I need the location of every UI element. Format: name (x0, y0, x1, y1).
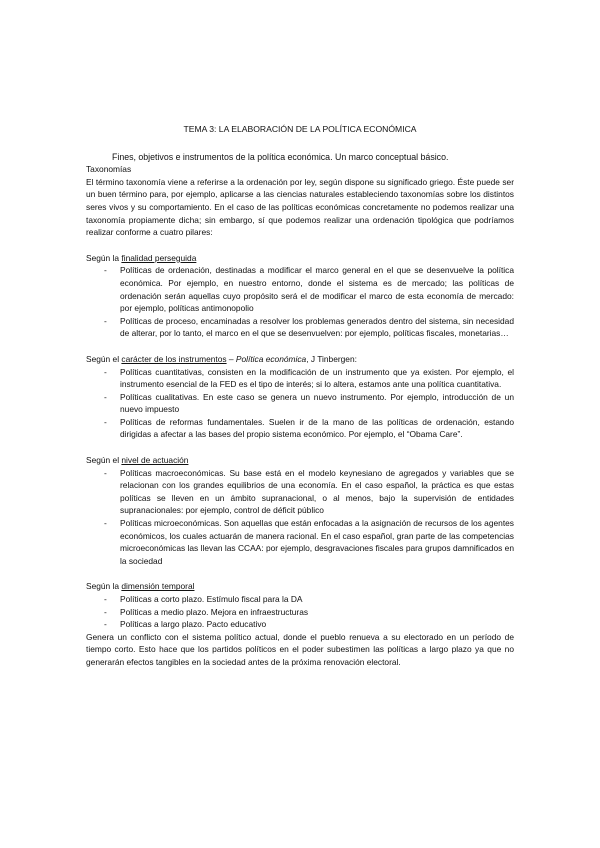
bullet-list (86, 593, 514, 631)
section-heading-prefix: Según el (86, 455, 122, 466)
taxonomias-heading: Taxonomías (86, 164, 132, 175)
section-heading-suffix2: , J Tinbergen: (306, 353, 357, 364)
bullet-list (86, 467, 514, 568)
section-heading (86, 252, 514, 265)
section-finalidad (86, 252, 514, 340)
section-heading-underlined: carácter de los instrumentos (121, 353, 227, 364)
list-item: - Políticas cualitativas. En este caso se genera un nuevo instrumento. Por ejemplo, introducción de un nuevo impuesto (86, 391, 514, 416)
document-title: TEMA 3: LA ELABORACIÓN DE LA POLÍTICA ECONÓMICA (183, 124, 417, 134)
section-heading-prefix: Según la (86, 581, 122, 592)
list-item: - Políticas cuantitativas, consisten en la modificación de un instrumento que ya existen. Por ejemplo, el instrumento esencial de la FED es el tipo de interés; si lo altera, estamos ante una política cuantitativa. (86, 366, 514, 391)
section-heading (86, 580, 514, 593)
taxonomias-paragraph: El término taxonomía viene a referirse a la ordenación por ley, según dispone su significado griego. Éste puede ser un buen término para, por ejemplo, aplicarse a las ciencias naturales estableciendo taxonomías sobre los distintos seres vivos y su comportamiento. En el caso de las políticas económicas concretamente no podemos realizar una taxonomía propiamente dicha; sin embargo, sí que podemos realizar una ordenación tipológica que podríamos realizar conforme a cuatro pilares: (86, 176, 514, 238)
section-heading-underlined: finalidad perseguida (121, 252, 197, 263)
document-subtitle: Fines, objetivos e instrumentos de la política económica. Un marco conceptual básico. (112, 151, 449, 162)
list-item: - Políticas de reformas fundamentales. Suelen ir de la mano de las políticas de ordenación, estando dirigidas a afectar a las bases del propio sistema económico. Por ejemplo, el “Obama Care”. (86, 416, 514, 441)
section-heading-prefix: Según la (86, 252, 122, 263)
section-nivel-actuacion (86, 454, 514, 567)
list-item: - Políticas a corto plazo. Estímulo fiscal para la DA (86, 593, 514, 606)
list-item: - Políticas macroeconómicas. Su base está en el modelo keynesiano de agregados y variables que se relacionan con los grandes equilibrios de una economía. En el caso español, la práctica es que estas políticas se lleven en un ámbito supranacional, o al menos, bajo la supervisión de entidades supranacionales: por ejemplo, control de déficit público (86, 467, 514, 517)
bullet-list (86, 366, 514, 442)
section-heading-prefix: Según el (86, 353, 122, 364)
list-item: - Políticas de proceso, encaminadas a resolver los problemas generados dentro del sistema, sin necesidad de alterar, por lo tanto, el marco en el que se desenvuelven: por ejemplo, políticas fiscales, monetarias… (86, 315, 514, 340)
list-item: - Políticas microeconómicas. Son aquellas que están enfocadas a la asignación de recursos de los agentes económicos, los cuales actuarán de manera racional. En el caso español, gran parte de las competencias microeconómicas las llevan las CCAA: por ejemplo, desgravaciones fiscales para grupos damnificados en la sociedad (86, 517, 514, 567)
section-heading-underlined: dimensión temporal (121, 581, 195, 592)
list-item: - Políticas de ordenación, destinadas a modificar el marco general en el que se desenvuelve la política económica. Por ejemplo, en nuestro entorno, donde el sistema es de mercado; las políticas de ordenación serán aquellas cuyo propósito será el de modificar el marco de esta economía de mercado: por ejemplo, políticas antimonopolio (86, 264, 514, 314)
section-heading (86, 454, 514, 467)
section-heading (86, 353, 514, 366)
bullet-list (86, 264, 514, 340)
document-body (86, 123, 514, 669)
closing-paragraph: Genera un conflicto con el sistema político actual, donde el pueblo renueva a su electorado en un período de tiempo corto. Esto hace que los partidos políticos en el poder subestimen las políticas a largo plazo ya que no generarán efectos tangibles en la sociedad antes de la próxima renovación electoral. (86, 631, 514, 667)
list-item: - Políticas a largo plazo. Pacto educativo (86, 618, 514, 631)
list-item: - Políticas a medio plazo. Mejora en infraestructuras (86, 606, 514, 619)
section-dimension-temporal (86, 580, 514, 630)
section-heading-suffix: – (226, 353, 236, 364)
section-instrumentos (86, 353, 514, 441)
section-heading-italic: Política económica (235, 353, 307, 364)
section-heading-underlined: nivel de actuación (121, 455, 189, 466)
